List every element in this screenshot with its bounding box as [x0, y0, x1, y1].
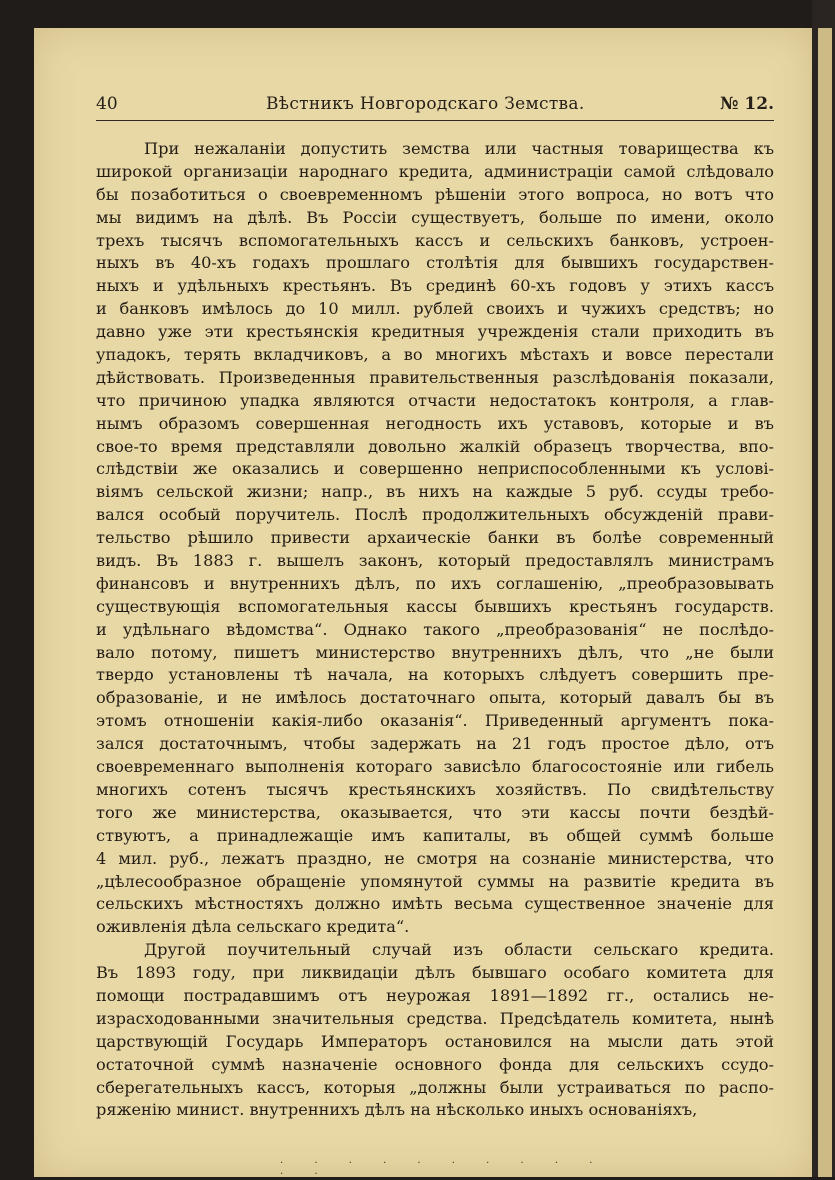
- body-line: віямъ сельской жизни; напр., въ нихъ на каждые 5 руб. ссуды требо-: [96, 482, 774, 502]
- body-line: существующія вспомогательныя кассы бывшихъ крестьянъ государств.: [96, 596, 774, 616]
- body-line: что причиною упадка являются отчасти недостатокъ контроля, а глав-: [96, 390, 774, 410]
- body-line: Въ 1893 году, при ликвидаціи дѣлъ бывшаго особаго комитета для: [96, 963, 774, 983]
- body-line: „цѣлесообразное обращеніе упомянутой суммы на развитіе кредита въ: [96, 871, 774, 891]
- body-line: трехъ тысячъ вспомогательныхъ кассъ и сельскихъ банковъ, устроен-: [96, 230, 774, 250]
- article-body: [96, 138, 774, 1122]
- header-rule: [96, 120, 774, 121]
- page-number: 40: [96, 94, 118, 114]
- body-line: и банковъ имѣлось до 10 милл. рублей своихъ и чужихъ средствъ; но: [96, 299, 774, 319]
- body-line: ныхъ въ 40-хъ годахъ прошлаго столѣтія для бывшихъ государствен-: [96, 253, 774, 273]
- body-line: При нежаланіи допустить земства или частныя товарищества къ: [144, 139, 774, 158]
- running-title: Вѣстникъ Новгородскаго Земства.: [266, 94, 585, 114]
- bottom-smudges: · · · · · · · · · · · ·: [280, 1158, 607, 1180]
- body-line: ствуютъ, а принадлежащіе имъ капиталы, въ общей суммѣ больше: [96, 825, 774, 845]
- body-line: того же министерства, оказывается, что эти кассы почти бездѣй-: [96, 802, 774, 822]
- next-page-edge: [818, 28, 832, 1177]
- body-line: оживленія дѣла сельскаго кредита“.: [96, 917, 410, 937]
- body-line: ныхъ и удѣльныхъ крестьянъ. Въ срединѣ 60-хъ годовъ у этихъ кассъ: [96, 276, 774, 296]
- body-line: свое-то время представляли довольно жалкій образецъ творчества, впо-: [96, 436, 774, 456]
- body-line: упадокъ, терять вкладчиковъ, а во многихъ мѣстахъ и вовсе перестали: [96, 345, 774, 365]
- body-line: этомъ отношеніи какія-либо оказанія“. Приведенный аргументъ пока-: [96, 711, 774, 731]
- running-header: [96, 94, 774, 120]
- body-line: израсходованными значительныя средства. Предсѣдатель комитета, нынѣ: [96, 1008, 774, 1028]
- body-line: мы видимъ на дѣлѣ. Въ Россіи существуетъ, больше по имени, около: [96, 207, 774, 227]
- body-line: остаточной суммѣ назначеніе основного фонда для сельскихъ ссудо-: [96, 1054, 774, 1074]
- body-line: видъ. Въ 1883 г. вышелъ законъ, который предоставлялъ министрамъ: [96, 551, 774, 571]
- body-line: широкой организаціи народнаго кредита, администраціи самой слѣдовало: [96, 161, 774, 181]
- body-line: давно уже эти крестьянскія кредитныя учрежденія стали приходить въ: [96, 322, 774, 342]
- body-line: помощи пострадавшимъ отъ неурожая 1891—1892 гг., остались не-: [96, 985, 774, 1005]
- body-line: 4 мил. руб., лежатъ праздно, не смотря на сознаніе министерства, что: [96, 848, 774, 868]
- body-line: образованіе, и не имѣлось достаточнаго опыта, который давалъ бы въ: [96, 688, 774, 708]
- body-line: вало потому, пишетъ министерство внутреннихъ дѣлъ, что „не были: [96, 642, 774, 662]
- body-line: твердо установлены тѣ начала, на которыхъ слѣдуетъ совершить пре-: [96, 665, 774, 685]
- body-line: вался особый поручитель. Послѣ продолжительныхъ обсужденій прави-: [96, 505, 774, 525]
- body-line: и удѣльнаго вѣдомства“. Однако такого „преобразованія“ не послѣдо-: [96, 619, 774, 639]
- body-line: слѣдствіи же оказались и совершенно неприспособленными къ услові-: [96, 459, 774, 479]
- body-line: царствующій Государь Императоръ остановился на мысли дать этой: [96, 1031, 774, 1051]
- body-line: сберегательныхъ кассъ, которыя „должны были устраиваться по распо-: [96, 1077, 774, 1097]
- body-line: Другой поучительный случай изъ области сельскаго кредита.: [144, 940, 774, 960]
- body-line: дѣйствовать. Произведенныя правительственныя разслѣдованія показали,: [96, 367, 774, 387]
- body-line: финансовъ и внутреннихъ дѣлъ, по ихъ соглашенію, „преобразовывать: [96, 573, 774, 593]
- issue-number: № 12.: [720, 94, 774, 114]
- body-line: тельство рѣшило привести архаическіе банки въ болѣе современный: [96, 528, 774, 548]
- body-line: бы позаботиться о своевременномъ рѣшеніи этого вопроса, но вотъ что: [96, 184, 774, 204]
- body-line: многихъ сотенъ тысячъ крестьянскихъ хозяйствъ. По свидѣтельству: [96, 779, 774, 799]
- body-line: своевременнаго выполненія котораго зависѣло благосостояніе или гибель: [96, 757, 774, 777]
- body-line: ряженію минист. внутреннихъ дѣлъ на нѣсколько иныхъ основаніяхъ,: [96, 1100, 698, 1120]
- body-line: сельскихъ мѣстностяхъ должно имѣть весьма существенное значеніе для: [96, 894, 774, 914]
- body-line: зался достаточнымъ, чтобы задержать на 21 годъ простое дѣло, отъ: [96, 734, 774, 754]
- body-line: нымъ образомъ совершенная негодность ихъ уставовъ, которые и въ: [96, 413, 774, 433]
